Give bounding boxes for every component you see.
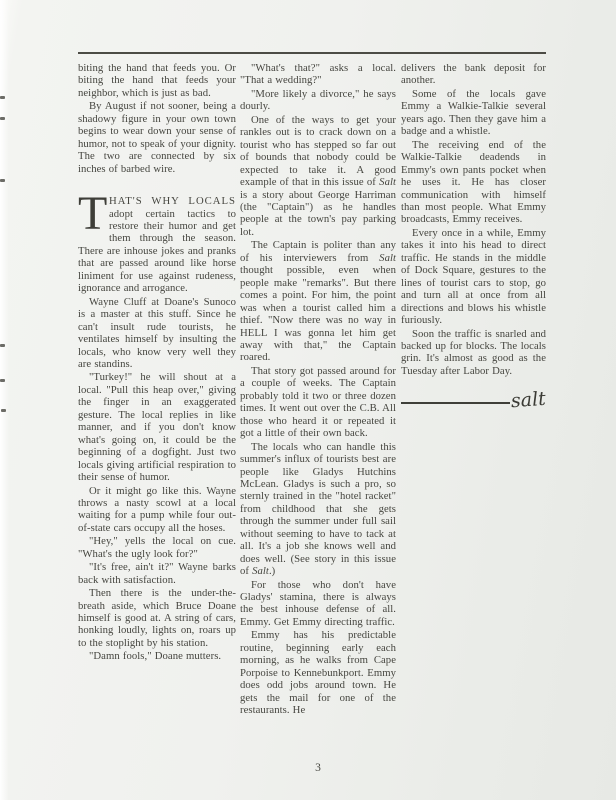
text-column-3 — [401, 62, 546, 411]
paragraph: The Captain is politer than any of his interviewers from Salt thought possible, even when people make "remarks". But there comes a point. For him, the point was when a tourist called him a thief. "Now there was no way in HELL I was gonna let him get away with that," the Captain roared. — [240, 239, 396, 364]
paragraph: Every once in a while, Emmy takes it into his head to direct traffic. He stands in the middle of Dock Square, gestures to the lines of tourist cars to stop, go and turn all at once from all directions and blows his whistle furiously. — [401, 226, 546, 327]
paragraph: For those who don't have Gladys' stamina, there is always the best inhouse defense of all. Emmy. Get Emmy directing traffic. — [240, 578, 396, 628]
paragraph: The locals who can handle this summer's influx of tourists best are people like Gladys Hutchins McLean. Gladys is such a pro, so sternly trained in the "hotel racket" from childhood that she gets through the summer under full sail without seeming to have to tack at all. It's a job she knows well and does well. (See story in this issue of Salt.) — [240, 440, 396, 578]
text-column-2 — [240, 62, 396, 718]
salt-signature: salt — [510, 387, 547, 413]
paragraph: biting the hand that feeds you. Or biting the hand that feeds your neighbor, which is just as bad. — [78, 62, 236, 99]
paragraph: "More likely a divorce," he says dourly. — [240, 87, 396, 113]
text-column-1 — [78, 62, 236, 664]
paragraph: Then there is the under-the-breath aside, which Bruce Doane himself is good at. A string of cars, honking loudly, lights on, roars up to the stoplight by his station. — [78, 587, 236, 649]
column2-body — [240, 62, 396, 717]
top-rule — [78, 52, 546, 54]
paragraph: One of the ways to get your rankles out is to crack down on a tourist who has stepped so far out of bounds that nobody could be expected to take it. A good example of that in this issue of Salt is a story about George Harriman (the "Captain") as he handles people at the town's pay parking lot. — [240, 113, 396, 238]
paragraph: Some of the locals gave Emmy a Walkie-Talkie several years ago. Then they gave him a badge and a whistle. — [401, 87, 546, 138]
column1-body — [78, 296, 236, 663]
page-number: 3 — [315, 762, 321, 774]
paragraph: Wayne Cluff at Doane's Sunoco is a master at this stuff. Since he can't insult rude tourists, he ventilates himself by insulting the locals, who know very well they are standins. — [78, 295, 236, 370]
paragraph: "Damn fools," Doane mutters. — [89, 650, 222, 663]
scan-speck — [0, 379, 5, 382]
scan-speck — [0, 344, 5, 347]
opening-phrase-caps: HAT'S WHY LOCALS — [109, 195, 236, 208]
paragraph: "Turkey!" he will shout at a local. "Pull this heap over," giving the finger in an exaggerated gesture. The local replies in like manner, and if you don't know what's going on, it could be the beginning of a dogfight. Just two locals giving artificial respiration to their sense of humor. — [78, 371, 236, 484]
scan-speck — [1, 409, 6, 412]
paragraph: Emmy has his predictable routine, beginning early each morning, as he walks from Cape Porpoise to Kennebunkport. Emmy does odd jobs around town. He gets the mail for one of the restaurants. He — [240, 629, 396, 717]
signoff-rule — [401, 402, 510, 404]
article-signoff — [401, 389, 546, 411]
paragraph: "Hey," yells the local on cue. "What's the ugly look for?" — [78, 535, 236, 560]
scan-speck — [0, 96, 5, 99]
opening-paragraph-text: adopt certain tactics to restore their humor and get them through the season. There are inhouse jokes and pranks that are passed around like horse liniment for use against rudeness, ignorance and arrogance. — [78, 207, 236, 295]
paragraph: "What's that?" asks a local. "That a wedding?" — [240, 62, 396, 87]
column3-body — [401, 62, 546, 377]
paragraph: The receiving end of the Walkie-Talkie deadends in Emmy's own pants pocket when he uses it. He has closer communication with himself than most people. What Emmy broadcasts, Emmy receives. — [401, 138, 546, 226]
column1-intro — [78, 62, 236, 175]
scan-speck — [0, 117, 5, 120]
paragraph: Soon the traffic is snarled and backed up for blocks. The locals grin. It's almost as good as the Tuesday after Labor Day. — [401, 327, 546, 377]
paragraph: "It's free, ain't it?" Wayne barks back with satisfaction. — [78, 561, 236, 586]
drop-cap-letter: T — [78, 187, 108, 241]
scan-speck — [0, 179, 5, 182]
paragraph: Or it might go like this. Wayne throws a nasty scowl at a local waiting for a pump while four out-of-state cars occupy all the hoses. — [78, 484, 236, 534]
paragraph: By August if not sooner, being a shadowy figure in your own town begins to wear down your sense of humor, not to speak of your dignity. The two are connected by six inches of barbed wire. — [78, 100, 236, 175]
section-opening-paragraph — [78, 187, 236, 295]
paragraph: That story got passed around for a couple of weeks. The Captain probably told it two or three dozen times. It went out over the C.B. All those who heard it or repeated it got a little of their own back. — [240, 364, 396, 440]
paragraph: delivers the bank deposit for another. — [401, 62, 546, 87]
